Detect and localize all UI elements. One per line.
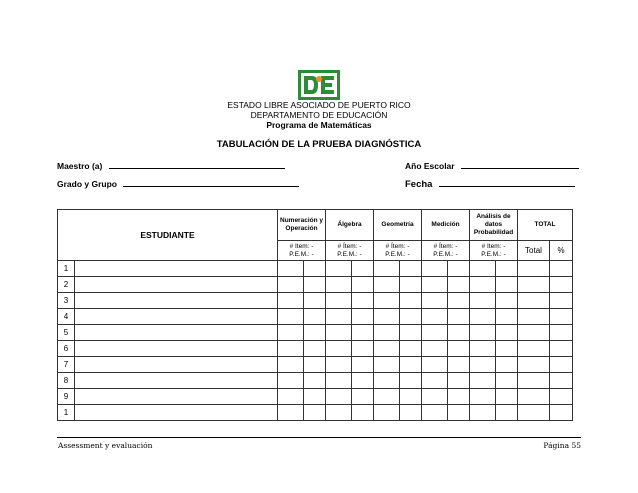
anio-line[interactable]: [461, 160, 579, 169]
student-cell[interactable]: [75, 357, 278, 373]
footer-divider: [57, 437, 581, 438]
header-line-3: Programa de Matemáticas: [266, 120, 372, 130]
category-header: Análisis de datos Probabilidad: [470, 210, 518, 241]
student-cell[interactable]: [75, 325, 278, 341]
department-logo: [298, 70, 340, 100]
anio-field: [405, 160, 579, 171]
category-sub: [326, 241, 374, 261]
row-number: 3: [58, 293, 75, 309]
maestro-line[interactable]: [109, 160, 285, 169]
table-row: [58, 261, 573, 277]
footer-left: Assessment y evaluación: [58, 441, 153, 450]
pem-label: P.E.M.: -: [481, 250, 506, 258]
page-number: Página 55: [543, 441, 581, 450]
total-header: TOTAL: [518, 210, 573, 241]
fecha-label: Fecha: [405, 179, 433, 190]
row-number: 4: [58, 309, 75, 325]
student-header: ESTUDIANTE: [58, 210, 278, 261]
row-number: 1: [58, 261, 75, 277]
pem-label: P.E.M.: -: [337, 250, 362, 258]
item-label: # Ítem: -: [385, 242, 410, 250]
student-cell[interactable]: [75, 405, 278, 421]
row-number: 5: [58, 325, 75, 341]
student-cell[interactable]: [75, 309, 278, 325]
pem-label: P.E.M.: -: [289, 250, 314, 258]
table-row: [58, 325, 573, 341]
total-label: Total: [518, 241, 550, 261]
student-cell[interactable]: [75, 293, 278, 309]
row-number: 6: [58, 341, 75, 357]
table-row: [58, 277, 573, 293]
category-sub: [278, 241, 326, 261]
anio-label: Año Escolar: [405, 161, 455, 171]
header-line-2: DEPARTAMENTO DE EDUCACIÓN: [250, 110, 388, 120]
table-row: [58, 389, 573, 405]
category-sub: [374, 241, 422, 261]
item-label: # Ítem: -: [433, 242, 458, 250]
row-number: 7: [58, 357, 75, 373]
pem-label: P.E.M.: -: [433, 250, 458, 258]
fecha-line[interactable]: [439, 178, 575, 187]
tabulation-table: [57, 209, 573, 421]
student-cell[interactable]: [75, 341, 278, 357]
item-label: # Item: -: [289, 242, 314, 250]
table-row: [58, 293, 573, 309]
student-cell[interactable]: [75, 277, 278, 293]
category-sub: [470, 241, 518, 261]
maestro-label: Maestro (a): [57, 161, 103, 171]
category-header: Numeración y Operación: [278, 210, 326, 241]
student-cell[interactable]: [75, 261, 278, 277]
row-number: 2: [58, 277, 75, 293]
row-number: 9: [58, 389, 75, 405]
header-line-1: ESTADO LIBRE ASOCIADO DE PUERTO RICO: [227, 100, 411, 110]
pem-label: P.E.M.: -: [385, 250, 410, 258]
grado-label: Grado y Grupo: [57, 179, 117, 189]
item-label: # Ítem: -: [337, 242, 362, 250]
category-header: Geometría: [374, 210, 422, 241]
category-sub: [422, 241, 470, 261]
percent-label: %: [550, 241, 573, 261]
grado-line[interactable]: [123, 178, 299, 187]
category-header: Medición: [422, 210, 470, 241]
maestro-field: [57, 160, 285, 171]
item-label: # Item: -: [481, 242, 506, 250]
table-row: [58, 309, 573, 325]
table-row: [58, 405, 573, 421]
student-cell[interactable]: [75, 373, 278, 389]
table-row: [58, 357, 573, 373]
category-header: Álgebra: [326, 210, 374, 241]
table-row: [58, 341, 573, 357]
grado-field: [57, 178, 299, 189]
table-row: [58, 373, 573, 389]
row-number: 8: [58, 373, 75, 389]
row-number: 1: [58, 405, 75, 421]
fecha-field: [405, 178, 575, 190]
page-title: TABULACIÓN DE LA PRUEBA DIAGNÓSTICA: [216, 139, 422, 150]
student-cell[interactable]: [75, 389, 278, 405]
